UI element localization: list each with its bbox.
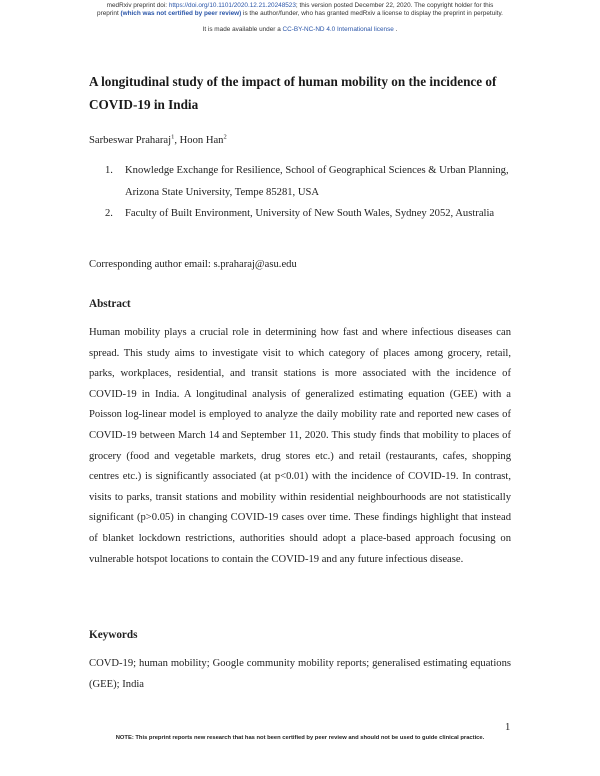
author-name: Sarbeswar Praharaj	[89, 135, 172, 146]
preprint-header	[0, 2, 600, 19]
corresponding-author: Corresponding author email: s.praharaj@asu.edu	[89, 259, 297, 270]
license-link[interactable]: CC-BY-NC-ND 4.0 International license	[282, 26, 394, 33]
keywords-text: COVD-19; human mobility; Google community mobility reports; generalised estimating equations (GEE); India	[89, 658, 511, 690]
header-line-1: medRxiv preprint doi: https://doi.org/10.1101/2020.12.21.20248523; this version posted December 22, 2020. The copyright holder for this	[106, 2, 494, 9]
affiliation-item	[105, 203, 525, 225]
license-line: It is made available under a CC-BY-NC-ND 4.0 International license .	[202, 26, 398, 33]
page-number: 1	[505, 722, 511, 733]
abstract-text: Human mobility plays a crucial role in determining how fast and where infectious diseases can spread. This study aims to investigate visit to which category of places among grocery, retail, parks, workplaces, residential, and transit stations is more associated with the incidence of COVID-19 in India. A longitudinal analysis of generalized estimating equation (GEE) with a Poisson log-linear model is employed to analyze the daily mobility rate and reported new cases of COVID-19 between March 14 and September 11, 2020. This study finds that mobility to places of grocery (food and vegetable markets, drug stores etc.) and retail (restaurants, cafes, shopping centres etc.) is significantly associated (at p<0.01) with the incidence of COVID-19. In contrast, visits to parks, transit stations and mobility within residential neighbourhoods are not statistically significant (p>0.05) in changing COVID-19 cases over time. These findings highlight that instead of blanket lockdown restrictions, authorities should adopt a place-based approach focusing on vulnerable hotspot locations to contain the COVID-19 and any future infectious disease.	[89, 327, 511, 565]
peer-review-note: (which was not certified by peer review)	[120, 10, 242, 18]
author-affiliation-mark: 2	[223, 133, 227, 141]
abstract-heading: Abstract	[89, 298, 131, 310]
author-list: Sarbeswar Praharaj$^1$, Hoon Han$^2$	[89, 133, 227, 146]
affiliation-number: 2.	[105, 208, 113, 219]
affiliation-item	[105, 160, 525, 203]
author-name: Hoon Han	[179, 135, 224, 146]
doi-link[interactable]: https://doi.org/10.1101/2020.12.21.20248523	[168, 2, 296, 9]
author-affiliation-mark: 1	[171, 133, 175, 141]
preprint-footer-note: NOTE: This preprint reports new research that has not been certified by peer review and should not be used to guide clinical practice.	[115, 735, 485, 741]
affiliation-number: 1.	[105, 165, 113, 176]
keywords-heading: Keywords	[89, 629, 138, 641]
paper-title: A longitudinal study of the impact of human mobility on the incidence of COVID-19 in India	[89, 74, 497, 112]
affiliation-text: Knowledge Exchange for Resilience, School of Geographical Sciences & Urban Planning, Arizona State University, Tempe 85281, USA	[125, 165, 509, 198]
header-line-2: preprint (which was not certified by peer review) is the author/funder, who has granted medRxiv a license to display the preprint in perpetuity.	[97, 10, 503, 18]
affiliation-text: Faculty of Built Environment, University of New South Wales, Sydney 2052, Australia	[125, 208, 495, 219]
